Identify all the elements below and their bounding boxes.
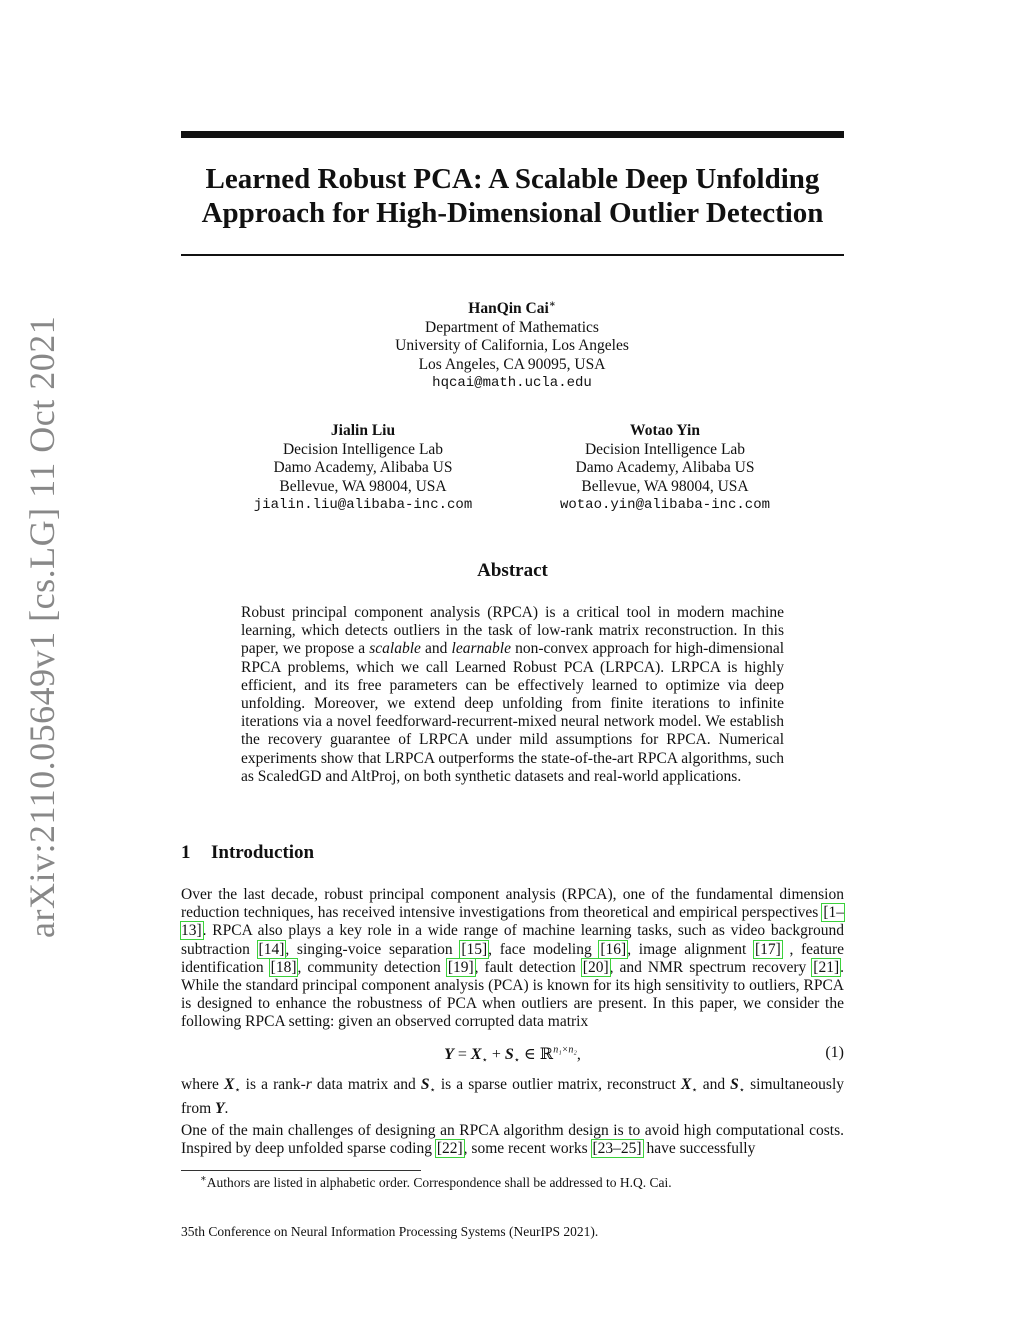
abstract-heading: Abstract [477, 560, 548, 581]
author-address: Bellevue, WA 98004, USA [279, 477, 447, 495]
footnote-mark: ∗ [200, 1173, 207, 1185]
citation-link[interactable]: [16] [600, 940, 627, 958]
citation-link[interactable]: [20] [582, 958, 609, 976]
author-dept: Decision Intelligence Lab [584, 440, 746, 458]
citation-link[interactable]: [21] [813, 958, 840, 976]
intro-paragraph-1: Over the last decade, robust principal component analysis (RPCA), one of the fundamental dimension reduction techniques, has received intensive investigations from theoretical and empirical perspectives [1–13]. RPCA also plays a key role in a wide range of machine learning tasks, such as video background subtraction [14], singing-voice separation [15], face modeling [16], image alignment [17] , feature identification [18], community detection [19], fault detection [20], and NMR spectrum recovery [21]. While the standard principal component analysis (PCA) is known for its high sensitivity to outliers, RPCA is designed to enhance the robustness of PCA when outliers are present. In this paper, we consider the following RPCA setting: given an observed corrupted data matrix [181, 886, 845, 1031]
author-cai [312, 300, 712, 393]
author-email[interactable]: hqcai@math.ucla.edu [432, 375, 592, 391]
author-dept: Decision Intelligence Lab [282, 440, 444, 458]
author-name: HanQin Cai [468, 300, 549, 317]
arxiv-stamp: arXiv:2110.05649v1 [cs.LG] 11 Oct 2021 [22, 315, 62, 938]
author-yin [515, 422, 815, 515]
abstract-body: Robust principal component analysis (RPCA) is a critical tool in modern machine learning, which detects outliers in the task of low-rank matrix reconstruction. In this paper, we propose a scalable and learnable non-convex approach for high-dimensional RPCA problems, which we call Learned Robust PCA (LRPCA). LRPCA is highly efficient, and its free parameters can be effectively learned to optimize via deep unfolding. Moreover, we extend deep unfolding from finite iterations to infinite iterations via a novel feedforward-recurrent-mixed neural network model. We establish the recovery guarantee of LRPCA under mild assumptions for RPCA. Numerical experiments show that LRPCA outperforms the state-of-the-art RPCA algorithms, such as ScaledGD and AltProj, on both synthetic datasets and real-world applications. [241, 604, 785, 785]
title-bottom-rule [181, 254, 844, 256]
footnote-text: Authors are listed in alphabetic order. Correspondence shall be addressed to H.Q. Cai. [206, 1175, 672, 1190]
author-email[interactable]: jialin.liu@alibaba-inc.com [253, 497, 473, 513]
citation-link[interactable]: [23–25] [592, 1140, 642, 1158]
citation-link[interactable]: [1–13] [181, 904, 844, 940]
author-liu [213, 422, 513, 515]
equation-1: $Y = X_⋆ + S_⋆$ ∈ ℝ$^{n_1\times n_2}$, (1) [444, 1044, 844, 1067]
paper-title [181, 162, 844, 230]
title-line-1: Learned Robust PCA: A Scalable Deep Unfolding [205, 163, 820, 195]
author-org: University of California, Los Angeles [395, 337, 629, 354]
title-top-rule [181, 131, 844, 138]
section-number: 1 [181, 842, 191, 863]
equation-number: (1) [825, 1044, 844, 1061]
author-dept: Department of Mathematics [425, 318, 599, 336]
author-org: Damo Academy, Alibaba US [273, 459, 453, 476]
intro-paragraph-2: where $X_⋆$ is a rank-r data matrix and $S_⋆$ is a sparse outlier matrix, reconstruct $X_⋆$ and $S_⋆$ simultaneously from Y. [181, 1076, 845, 1118]
footnote-mark: ∗ [548, 298, 556, 310]
author-address: Bellevue, WA 98004, USA [581, 477, 749, 495]
citation-link[interactable]: [22] [436, 1140, 463, 1158]
title-line-2: Approach for High-Dimensional Outlier Detection [201, 197, 824, 229]
author-name: Wotao Yin [630, 422, 700, 439]
citation-link[interactable]: [14] [258, 940, 285, 958]
author-name: Jialin Liu [330, 422, 396, 439]
citation-link[interactable]: [17] [754, 940, 781, 958]
footnote [200, 1175, 672, 1191]
author-org: Damo Academy, Alibaba US [575, 459, 755, 476]
citation-link[interactable]: [15] [461, 940, 488, 958]
section-title: Introduction [211, 842, 315, 863]
footnote-rule [181, 1170, 421, 1171]
author-email[interactable]: wotao.yin@alibaba-inc.com [559, 497, 771, 513]
section-heading-introduction [181, 842, 314, 864]
intro-paragraph-3: One of the main challenges of designing an RPCA algorithm design is to avoid high computational costs. Inspired by deep unfolded sparse coding [22], some recent works [23–25] have successfully [181, 1122, 844, 1158]
citation-link[interactable]: [19] [447, 958, 474, 976]
citation-link[interactable]: [18] [270, 958, 297, 976]
author-address: Los Angeles, CA 90095, USA [418, 355, 606, 373]
conference-footer: 35th Conference on Neural Information Processing Systems (NeurIPS 2021). [181, 1224, 599, 1239]
